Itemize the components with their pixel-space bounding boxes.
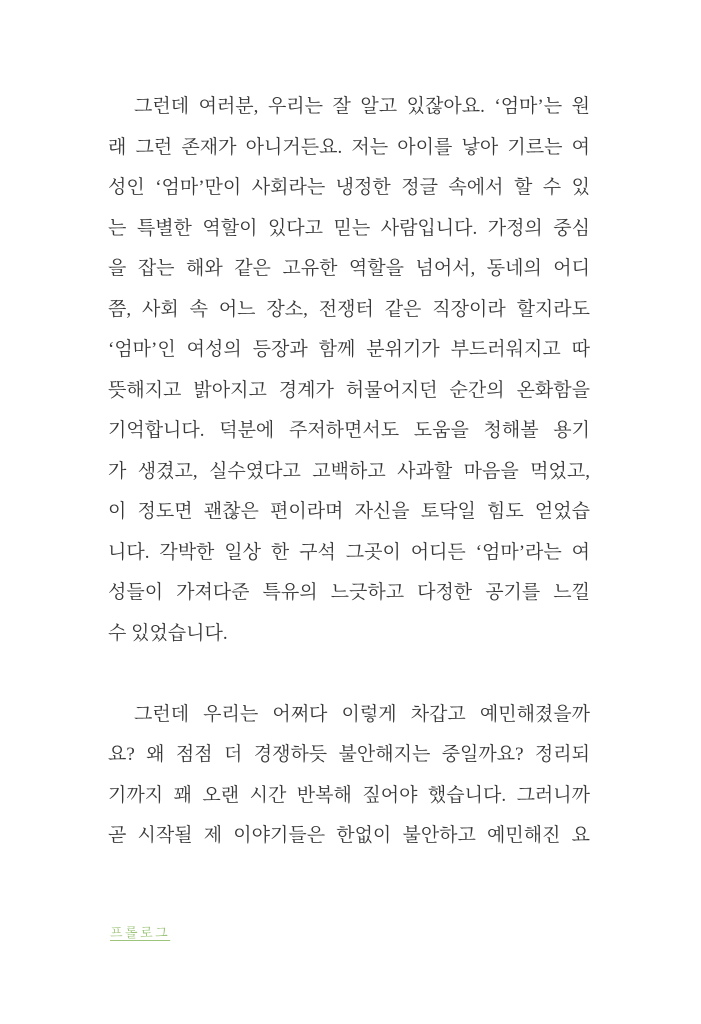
- text-line: 가 생겼고, 실수였다고 고백하고 사과할 마음을 먹었고,: [108, 460, 590, 482]
- text-line: 뜻해지고 밝아지고 경계가 허물어지던 순간의 온화함을: [108, 379, 590, 401]
- text-line: 성인 ‘엄마’만이 사회라는 냉정한 정글 속에서 할 수 있: [108, 177, 590, 198]
- footer-chapter-link[interactable]: 프롤로그: [110, 925, 171, 940]
- text-line: 요? 왜 점점 더 경쟁하듯 불안해지는 중일까요? 정리되: [108, 744, 590, 765]
- text-line: 는 특별한 역할이 있다고 믿는 사람입니다. 가정의 중심: [108, 217, 590, 239]
- text-line: 곧 시작될 제 이야기들은 한없이 불안하고 예민해진 요: [108, 825, 590, 846]
- text-line: 니다. 각박한 일상 한 구석 그곳이 어디든 ‘엄마’라는 여: [108, 541, 590, 563]
- text-line: 그런데 여러분, 우리는 잘 알고 있잖아요. ‘엄마’는 원: [134, 96, 590, 117]
- text-line: 성들이 가져다준 특유의 느긋하고 다정한 공기를 느낄: [108, 582, 590, 603]
- text-line: 을 잡는 해와 같은 고유한 역할을 넘어서, 동네의 어디: [108, 258, 590, 279]
- text-line: 쯤, 사회 속 어느 장소, 전쟁터 같은 직장이라 할지라도: [108, 298, 590, 320]
- text-line: 수 있었습니다.: [108, 622, 228, 644]
- text-line: 기억합니다. 덕분에 주저하면서도 도움을 청해볼 용기: [108, 420, 590, 441]
- text-line: 래 그런 존재가 아니거든요. 저는 아이를 낳아 기르는 여: [108, 136, 590, 158]
- body-text-block: [108, 87, 590, 857]
- text-line: ‘엄마’인 여성의 등장과 함께 분위기가 부드러워지고 따: [108, 339, 590, 360]
- text-line: 이 정도면 괜찮은 편이라며 자신을 토닥일 힘도 얻었습: [108, 501, 590, 522]
- paragraph-gap: [108, 654, 590, 695]
- text-line: 그런데 우리는 어쩌다 이렇게 차갑고 예민해졌을까: [134, 703, 590, 725]
- text-line: 기까지 꽤 오랜 시간 반복해 짚어야 했습니다. 그러니까: [108, 784, 590, 806]
